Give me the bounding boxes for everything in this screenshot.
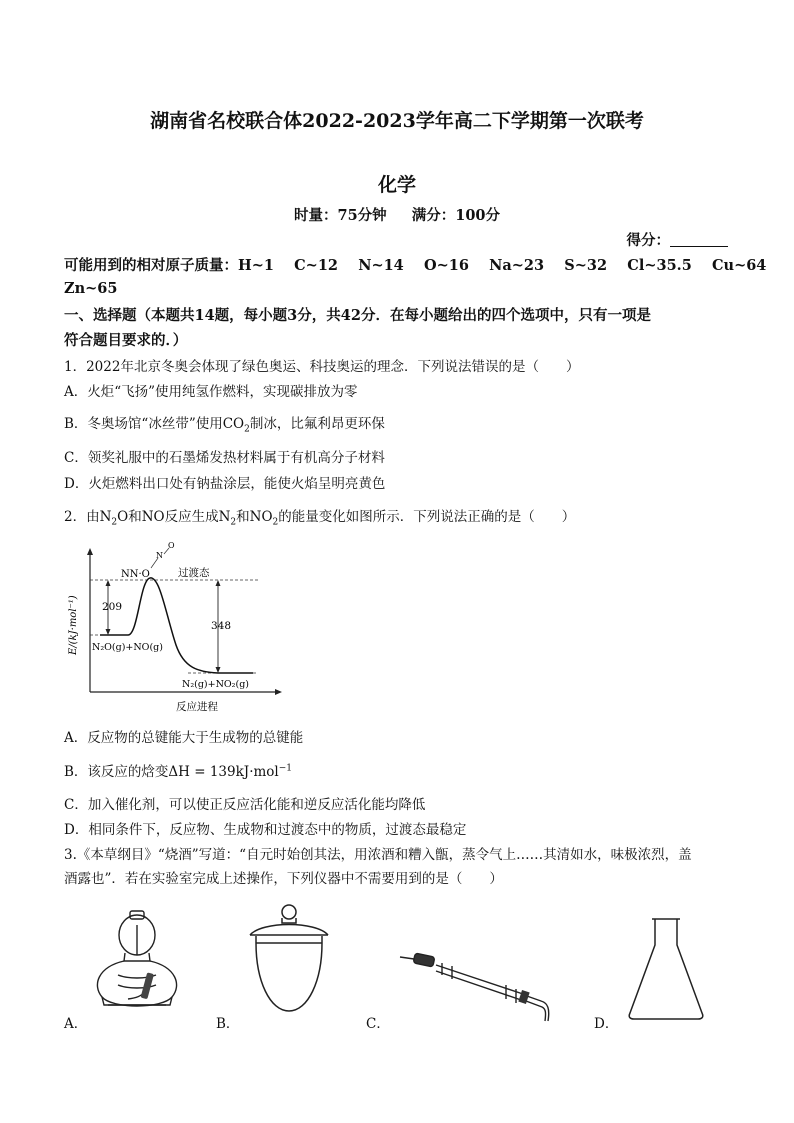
transition-state-label: 过渡态 <box>178 567 210 579</box>
q3-option-d-label[interactable]: D． <box>594 1016 619 1032</box>
q1-option-d[interactable]: D．火炬燃料出口处有钠盐涂层，能使火焰呈明亮黄色 <box>64 476 386 492</box>
ts-formula-o: O <box>168 541 175 550</box>
value-209: 209 <box>102 601 123 613</box>
q2-option-b[interactable]: B．该反应的焓变ΔH = 139kJ·mol$^{-1}$ <box>64 763 293 780</box>
q1-stem: 1．2022年北京冬奥会体现了绿色奥运、科技奥运的理念．下列说法错误的是（ ） <box>64 359 580 375</box>
q1-option-b[interactable]: B．冬奥场馆“冰丝带”使用$CO_2$制冰，比氟利昂更环保 <box>64 416 385 435</box>
y-axis-arrow <box>87 548 93 555</box>
atomic-masses-line1: 可能用到的相对原子质量：H~1 C~12 N~14 O~16 Na~23 S~32 Cl~35.5 Cu~64 <box>64 257 767 274</box>
exam-title: 湖南省名校联合体2022-2023学年高二下学期第一次联考 <box>150 110 644 132</box>
subject-title: 化学 <box>377 174 416 196</box>
condenser-tube-image <box>396 935 558 1025</box>
ts-formula-n: N <box>156 551 163 560</box>
y-axis-label: E/(kJ·mol⁻¹) <box>68 595 79 655</box>
products-label: N₂(g)+NO₂(g) <box>182 679 249 690</box>
time-limit: 时量：75分钟 <box>293 207 387 224</box>
x-axis-arrow <box>275 689 282 695</box>
ts-formula: NN·O <box>121 569 150 580</box>
section-heading-line1: 一、选择题（本题共14题，每小题3分，共42分．在每小题给出的四个选项中，只有一项是 <box>64 307 651 324</box>
conical-flask-image <box>626 915 706 1023</box>
q2-option-c[interactable]: C．加入催化剂，可以使正反应活化能和逆反应活化能均降低 <box>64 797 426 813</box>
score-field <box>627 229 729 250</box>
q3-option-a-label[interactable]: A． <box>64 1016 88 1032</box>
full-score: 满分：100分 <box>411 207 501 224</box>
q2-stem: 2．由$N_2O$和NO反应生成$N_2$和$NO_2$的能量变化如图所示．下列说法正确的是（ ） <box>64 509 576 528</box>
q3-option-c-label[interactable]: C． <box>366 1016 390 1032</box>
alcohol-lamp-image <box>88 905 186 1017</box>
q2-option-a[interactable]: A．反应物的总键能大于生成物的总键能 <box>64 730 304 746</box>
energy-diagram <box>68 540 288 715</box>
q3-stem-line1: 3.《本草纲目》“烧酒”写道：“自元时始创其法，用浓酒和糟入甑，蒸令气上……其清如水，味极浓烈，盖 <box>64 847 692 863</box>
reactants-label: N₂O(g)+NO(g) <box>92 642 163 653</box>
q1-option-a[interactable]: A．火炬“飞扬”使用纯氢作燃料，实现碳排放为零 <box>64 384 358 400</box>
score-blank[interactable] <box>670 232 728 247</box>
value-348: 348 <box>211 620 232 632</box>
exam-info <box>0 204 794 225</box>
q3-option-b-label[interactable]: B． <box>216 1016 240 1032</box>
crucible-with-lid-image <box>242 903 336 1017</box>
atomic-masses-line2: Zn~65 <box>64 280 118 297</box>
score-label: 得分： <box>626 232 670 249</box>
q2-option-d[interactable]: D．相同条件下，反应物、生成物和过渡态中的物质，过渡态最稳定 <box>64 822 467 838</box>
x-axis-label: 反应进程 <box>176 701 218 713</box>
q3-stem-line2: 酒露也”．若在实验室完成上述操作，下列仪器中不需要用到的是（ ） <box>64 871 503 887</box>
q1-option-c[interactable]: C．领奖礼服中的石墨烯发热材料属于有机高分子材料 <box>64 450 385 466</box>
section-heading-line2: 符合题目要求的．） <box>64 332 188 349</box>
